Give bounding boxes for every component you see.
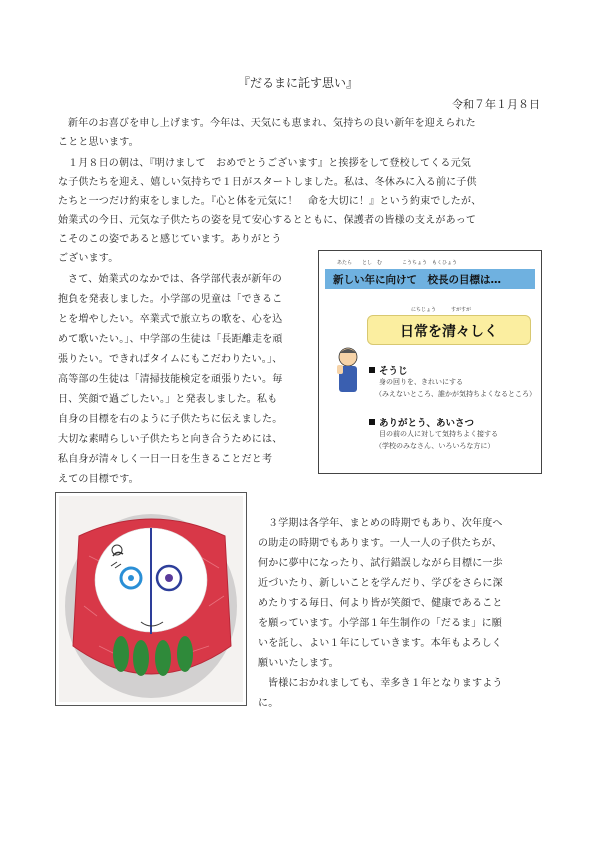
slide-header xyxy=(325,269,535,289)
slide-header-text: 新しい年に向けて 校長の目標は… xyxy=(333,274,501,286)
paragraph-line: を願っています。小学部１年生制作の「だるま」に願 xyxy=(258,618,502,629)
paragraph-line: 自身の目標を右のように子供たちに伝えました。 xyxy=(58,414,283,425)
paragraph-line: いを託し、よい１年にしていきます。本年もよろしく xyxy=(258,638,502,649)
paragraph-line: 私自身が清々しく一日一日を生きることだと考 xyxy=(58,454,273,465)
slide-item-greeting-sub: 目の前の人に対して気持ちよく接する xyxy=(379,430,498,438)
paragraph-line: たちと一つだけ約束をしました。『心と体を元気に！ 命を大切に！』という約束でしたが、 xyxy=(58,196,482,207)
paragraph-line: 張りたい。できればタイムにもこだわりたい。」、 xyxy=(58,354,283,365)
paragraph-line: こそのこの姿であると感じています。ありがとう xyxy=(58,234,282,245)
paragraph-line: 始業式の今日、元気な子供たちの姿を見て安心するとともに、保護者の皆様の支えがあって xyxy=(58,215,477,226)
date: 令和７年１月８日 xyxy=(452,98,540,111)
paragraph-line: さて、始業式のなかでは、各学部代表が新年の xyxy=(68,274,282,285)
paragraph-line: 皆様におかれましても、幸多き１年となりますよう xyxy=(268,678,503,689)
daruma-photo xyxy=(55,492,247,706)
paragraph-line: 新年のお喜びを申し上げます。今年は、天気にも恵まれ、気持ちの良い新年を迎えられた xyxy=(68,118,476,129)
paragraph-line: ことと思います。 xyxy=(58,137,139,148)
slide-item-cleaning-note: （みえないところ、誰かが気持ちよくなるところ） xyxy=(375,390,536,398)
paragraph-line: １月８日の朝は、『明けまして おめでとうございます』と挨拶をして登校してくる元気 xyxy=(68,158,471,169)
paragraph-line: ございます。 xyxy=(58,253,119,264)
paragraph-line: 抱負を発表しました。小学部の児童は「できるこ xyxy=(58,294,283,305)
paragraph-line: ３学期は各学年、まとめの時期でもあり、次年度へ xyxy=(268,518,503,529)
paragraph-line: えての目標です。 xyxy=(58,474,139,485)
slide-item-cleaning-sub: 身の回りを、きれいにする xyxy=(379,378,463,386)
paragraph-line: に。 xyxy=(258,698,279,709)
slide-item-cleaning: そうじ xyxy=(369,363,408,377)
slide-ruby-header: あたら とし む こうちょう もくひょう xyxy=(337,260,458,266)
slide-goal-box xyxy=(367,315,531,345)
page-title: 『だるまに託す思い』 xyxy=(237,76,358,90)
goal-slide xyxy=(318,250,542,474)
paragraph-line: 近づいたり、新しいことを学んだり、学びをさらに深 xyxy=(258,578,503,589)
paragraph-line: とを増やしたい。卒業式で旅立ちの歌を、心を込 xyxy=(58,314,283,325)
paragraph-line: な子供たちを迎え、嬉しい気持ちで１日がスタートしました。私は、冬休みに入る前に子供 xyxy=(58,177,477,188)
slide-goal-text: 日常を清々しく xyxy=(400,324,498,340)
paragraph-line: 願いいたします。 xyxy=(258,658,339,669)
paragraph-line: 高等部の生徒は「清掃技能検定を頑張りたい。毎 xyxy=(58,374,283,385)
daruma-image xyxy=(59,496,243,702)
paragraph-line: 何かに夢中になったり、試行錯誤しながら目標に一歩 xyxy=(258,558,503,569)
principal-figure-icon xyxy=(333,343,363,403)
paragraph-line: めて歌いたい。」、中学部の生徒は「長距離走を頑 xyxy=(58,334,283,345)
paragraph-line: 大切な素晴らしい子供たちと向き合うためには、 xyxy=(58,434,283,445)
slide-item-greeting-note: （学校のみなさん、いろいろな方に） xyxy=(375,442,495,450)
paragraph-line: の助走の時期でもあります。一人一人の子供たちが、 xyxy=(258,538,502,549)
slide-item-greeting: ありがとう、あいさつ xyxy=(369,415,474,429)
paragraph-line: 日、笑顔で過ごしたい。」と発表しました。私も xyxy=(58,394,278,405)
slide-ruby-box: にちじょう すがすが xyxy=(411,307,472,313)
paragraph-line: めたりする毎日、何より皆が笑顔で、健康であること xyxy=(258,598,503,609)
